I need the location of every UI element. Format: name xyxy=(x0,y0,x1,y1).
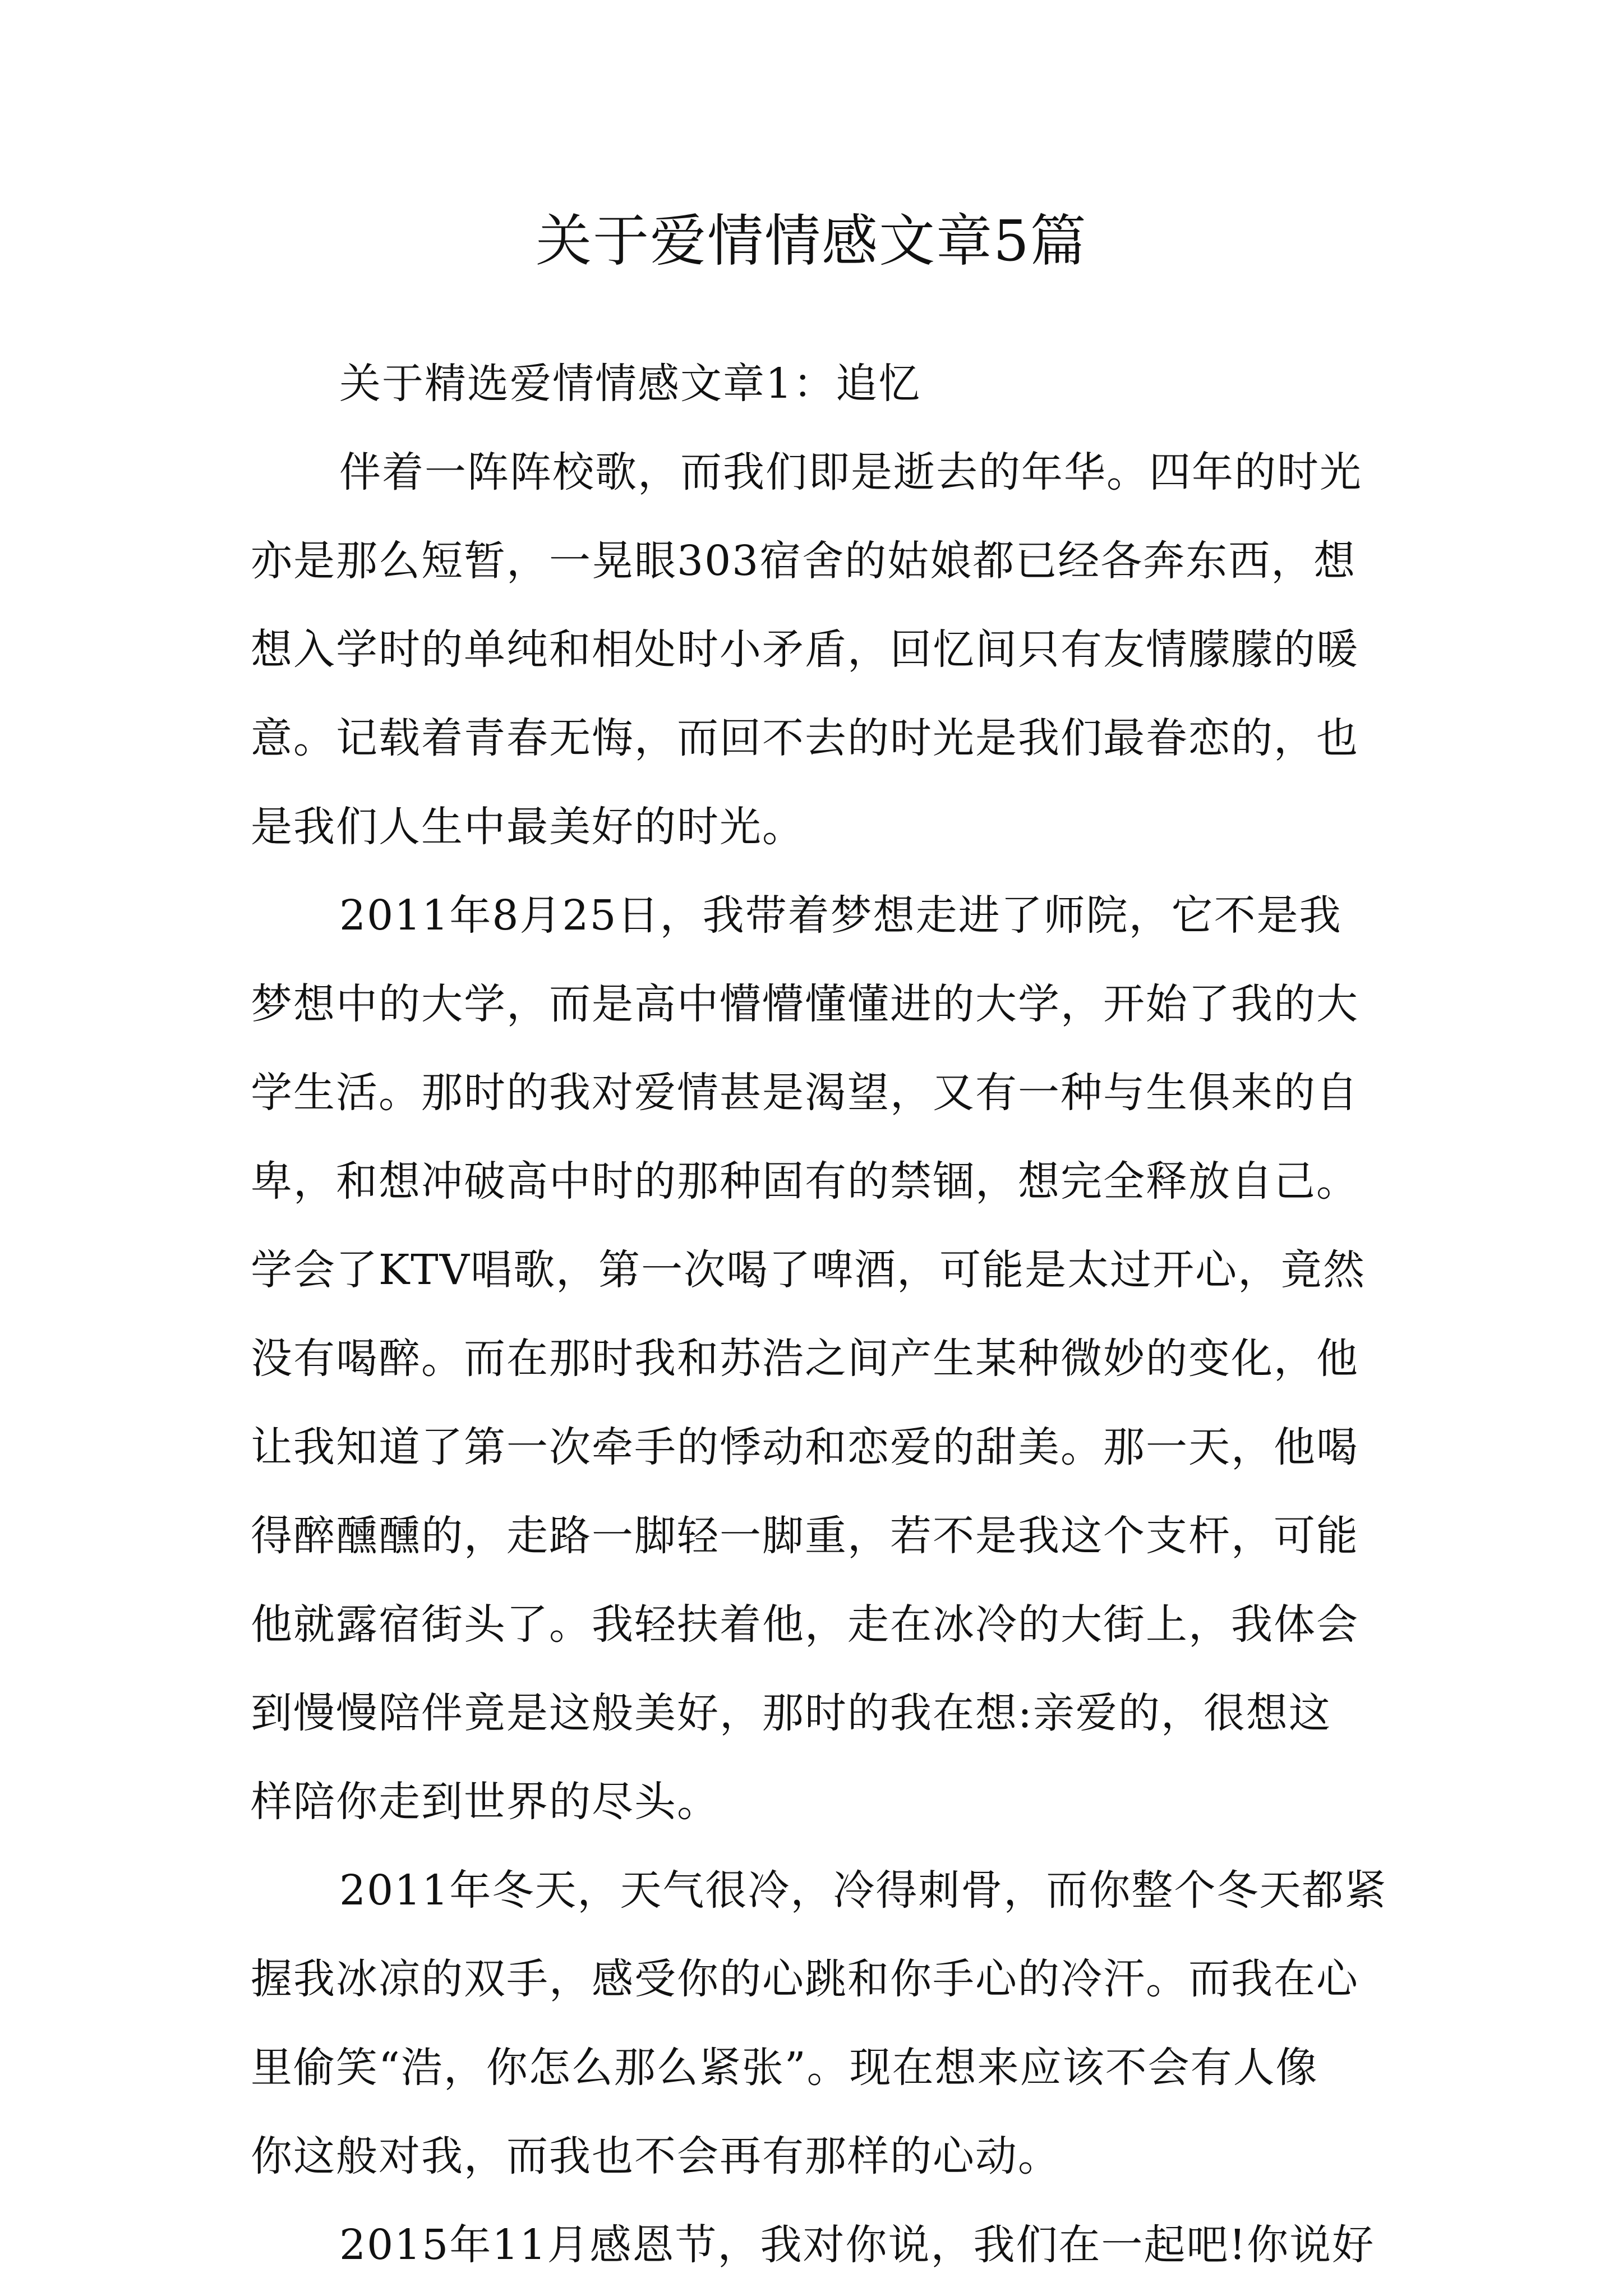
text-line: 关于精选爱情情感文章1：追忆 xyxy=(339,360,921,408)
text-line: 没有喝醉。而在那时我和苏浩之间产生某种微妙的变化，他 xyxy=(251,1335,1359,1383)
text-line: 握我冰凉的双手，感受你的心跳和你手心的冷汗。而我在心 xyxy=(251,1955,1359,2003)
text-line: 样陪你走到世界的尽头。 xyxy=(251,1778,720,1826)
text-line: 2011年冬天，天气很冷，冷得刺骨，而你整个冬天都紧 xyxy=(339,1866,1387,1915)
text-line: 2015年11月感恩节，我对你说，我们在一起吧!你说好 xyxy=(339,2221,1375,2269)
text-line: 卑，和想冲破高中时的那种固有的禁锢，想完全释放自己。 xyxy=(251,1157,1359,1205)
text-line: 想入学时的单纯和相处时小矛盾，回忆间只有友情朦朦的暖 xyxy=(251,625,1359,674)
text-line: 学会了KTV唱歌，第一次喝了啤酒，可能是太过开心，竟然 xyxy=(251,1246,1366,1294)
text-line: 让我知道了第一次牵手的悸动和恋爱的甜美。那一天，他喝 xyxy=(251,1423,1359,1471)
text-line: 2011年8月25日，我带着梦想走进了师院，它不是我 xyxy=(339,891,1342,940)
text-line: 学生活。那时的我对爱情甚是渴望，又有一种与生俱来的自 xyxy=(251,1069,1359,1117)
text-line: 梦想中的大学，而是高中懵懵懂懂进的大学，开始了我的大 xyxy=(251,980,1359,1028)
text-line: 里偷笑“浩，你怎么那么紧张”。现在想来应该不会有人像 xyxy=(251,2044,1318,2092)
text-line: 你这般对我，而我也不会再有那样的心动。 xyxy=(251,2132,1061,2180)
document-body xyxy=(251,339,1387,2289)
text-line: 他就露宿街头了。我轻扶着他，走在冰冷的大街上，我体会 xyxy=(251,1600,1359,1649)
text-line: 到慢慢陪伴竟是这般美好，那时的我在想:亲爱的，很想这 xyxy=(251,1689,1331,1737)
text-line: 亦是那么短暂，一晃眼303宿舍的姑娘都已经各奔东西，想 xyxy=(251,537,1357,585)
text-line: 意。记载着青春无悔，而回不去的时光是我们最眷恋的，也 xyxy=(251,714,1359,762)
text-line: 伴着一阵阵校歌，而我们即是逝去的年华。四年的时光 xyxy=(339,448,1362,496)
text-line: 是我们人生中最美好的时光。 xyxy=(251,803,805,851)
document-title: 关于爱情情感文章5篇 xyxy=(536,208,1087,274)
text-line: 得醉醺醺的，走路一脚轻一脚重，若不是我这个支杆，可能 xyxy=(251,1512,1359,1560)
